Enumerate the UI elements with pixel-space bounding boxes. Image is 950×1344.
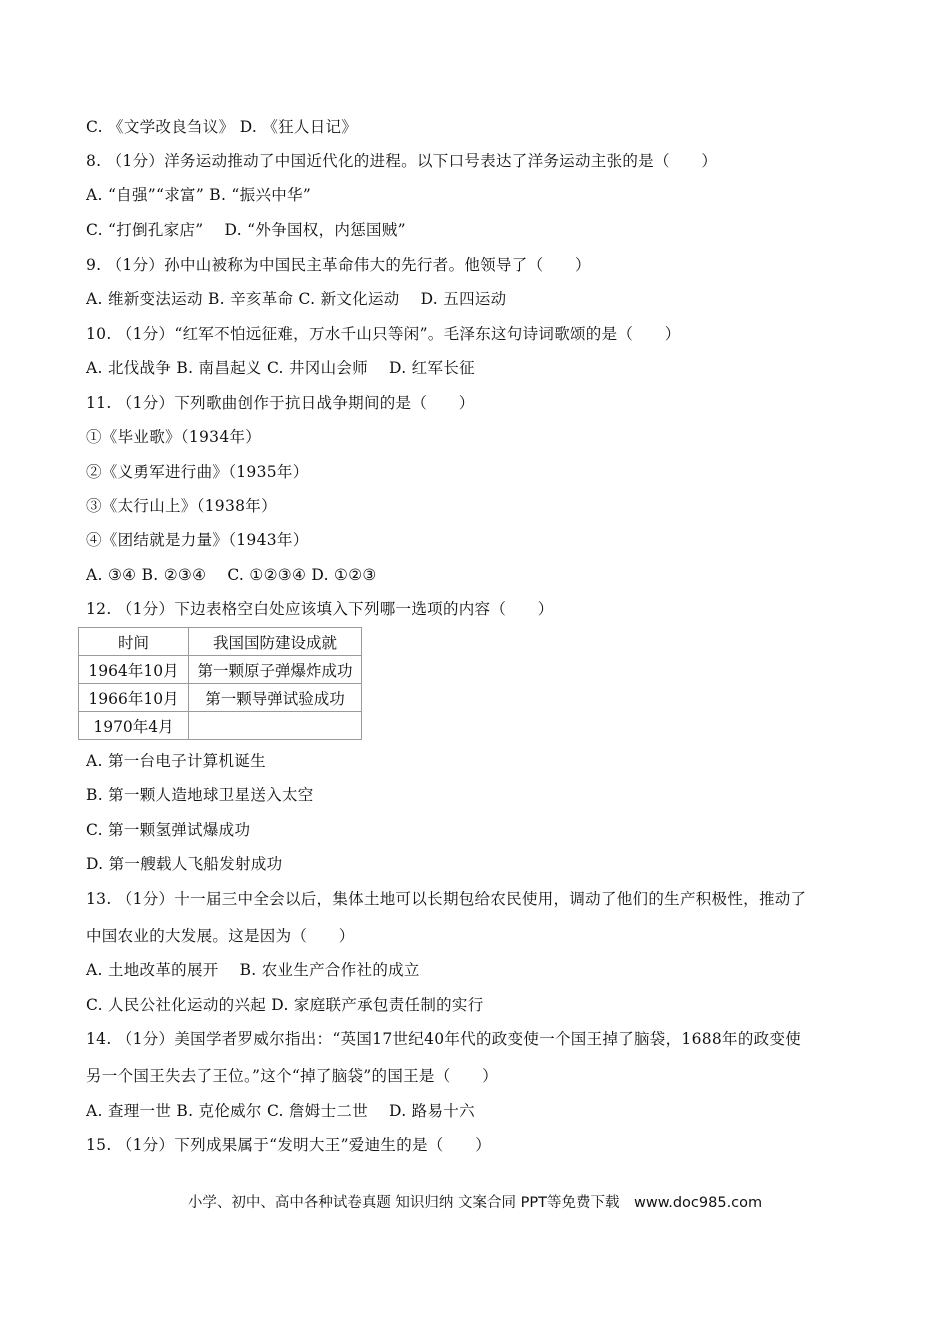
- question-14: 14. （1分）美国学者罗威尔指出：“英国17世纪40年代的政变使一个国王掉了脑袋，1688年的政变使: [86, 1030, 802, 1048]
- list-item: ②《义勇军进行曲》（1935年）: [86, 463, 309, 481]
- table-row: [79, 712, 362, 740]
- question-13-continued: 中国农业的大发展。这是因为（ ）: [86, 927, 355, 945]
- list-item: ④《团结就是力量》（1943年）: [86, 531, 309, 549]
- question-14-continued: 另一个国王失去了王位。”这个“掉了脑袋”的国王是（ ）: [86, 1067, 498, 1085]
- option-line: A. 北伐战争 B. 南昌起义 C. 井冈山会师 D. 红军长征: [86, 359, 475, 377]
- option-line: C. 人民公社化运动的兴起 D. 家庭联产承包责任制的实行: [86, 996, 484, 1014]
- question-15: 15. （1分）下列成果属于“发明大王”爱迪生的是（ ）: [86, 1136, 491, 1154]
- option-line: C. 第一颗氢弹试爆成功: [86, 821, 251, 839]
- table-cell: [189, 712, 362, 740]
- option-line: A. ③④ B. ②③④ C. ①②③④ D. ①②③: [86, 566, 377, 584]
- option-line: A. 第一台电子计算机诞生: [86, 752, 266, 770]
- defense-achievements-table: [78, 627, 362, 740]
- page-footer: 小学、初中、高中各种试卷真题 知识归纳 文案合同 PPT等免费下载 www.doc985.com: [187, 1195, 763, 1211]
- option-line: C. “打倒孔家店” D. “外争国权，内惩国贼”: [86, 221, 406, 239]
- table-cell: 1964年10月: [79, 656, 189, 684]
- table-cell: 1970年4月: [79, 712, 189, 740]
- option-line: A. 查理一世 B. 克伦威尔 C. 詹姆士二世 D. 路易十六: [86, 1102, 475, 1120]
- question-8: 8. （1分）洋务运动推动了中国近代化的进程。以下口号表达了洋务运动主张的是（ ）: [86, 152, 718, 170]
- table-header-cell: 我国国防建设成就: [189, 628, 362, 656]
- option-line: A. 土地改革的展开 B. 农业生产合作社的成立: [86, 961, 420, 979]
- option-line: D. 第一艘载人飞船发射成功: [86, 855, 283, 873]
- table-row: [79, 684, 362, 712]
- question-11: 11. （1分）下列歌曲创作于抗日战争期间的是（ ）: [86, 394, 475, 412]
- table-cell: 第一颗原子弹爆炸成功: [189, 656, 362, 684]
- question-12: 12. （1分）下边表格空白处应该填入下列哪一选项的内容（ ）: [86, 600, 554, 618]
- question-13: 13. （1分）十一届三中全会以后，集体土地可以长期包给农民使用，调动了他们的生产积极性，推动了: [86, 890, 807, 908]
- question-9: 9. （1分）孙中山被称为中国民主革命伟大的先行者。他领导了（ ）: [86, 256, 591, 274]
- table-header-cell: 时间: [79, 628, 189, 656]
- table-row: [79, 656, 362, 684]
- question-10: 10. （1分）“红军不怕远征难，万水千山只等闲”。毛泽东这句诗词歌颂的是（ ）: [86, 325, 681, 343]
- list-item: ③《太行山上》（1938年）: [86, 497, 277, 515]
- option-line: C. 《文学改良刍议》 D. 《狂人日记》: [86, 118, 358, 136]
- table-cell: 第一颗导弹试验成功: [189, 684, 362, 712]
- list-item: ①《毕业歌》（1934年）: [86, 428, 262, 446]
- table-row: [79, 628, 362, 656]
- table-cell: 1966年10月: [79, 684, 189, 712]
- option-line: A. “自强”“求富” B. “振兴中华”: [86, 186, 312, 204]
- option-line: A. 维新变法运动 B. 辛亥革命 C. 新文化运动 D. 五四运动: [86, 290, 507, 308]
- option-line: B. 第一颗人造地球卫星送入太空: [86, 786, 314, 804]
